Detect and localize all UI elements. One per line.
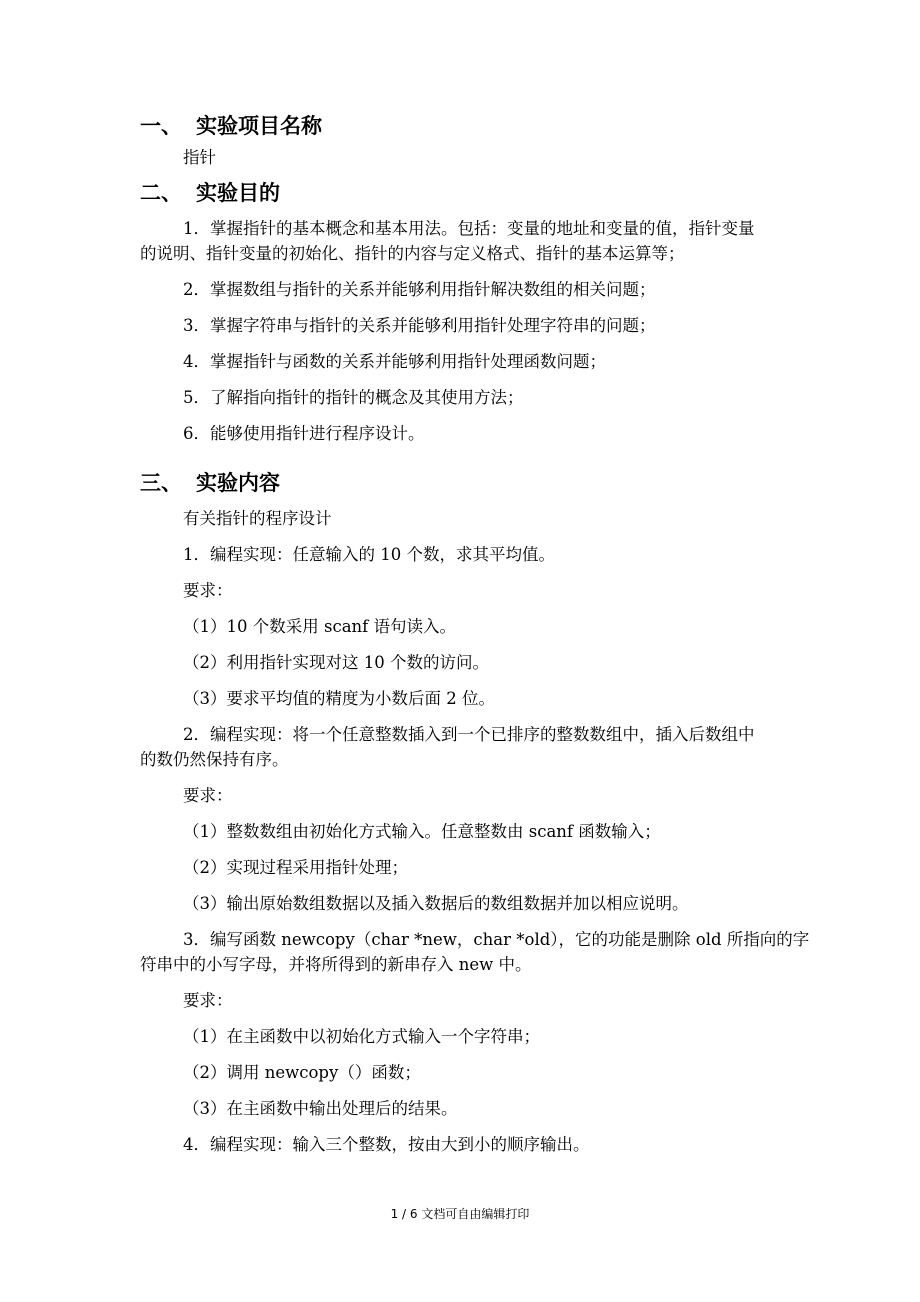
content-line: （3）在主函数中输出处理后的结果。 <box>183 1099 458 1118</box>
content-line: 要求： <box>183 786 233 805</box>
section-heading-1 <box>140 112 322 140</box>
section-title: 实验内容 <box>196 471 280 495</box>
objective-line: 4．掌握指针与函数的关系并能够利用指针处理函数问题； <box>183 352 606 371</box>
section-heading-2 <box>140 179 280 207</box>
section-1-body: 指针 <box>183 148 216 167</box>
objective-line: 2．掌握数组与指针的关系并能够利用指针解决数组的相关问题； <box>183 280 656 299</box>
objective-line: 6．能够使用指针进行程序设计。 <box>183 424 425 443</box>
section-title: 实验目的 <box>196 181 280 205</box>
content-line: （2）实现过程采用指针处理； <box>183 858 408 877</box>
content-line: 符串中的小写字母，并将所得到的新串存入 new 中。 <box>140 955 532 974</box>
content-line: （1）整数数组由初始化方式输入。任意整数由 scanf 函数输入； <box>183 822 661 841</box>
content-line: （2）利用指针实现对这 10 个数的访问。 <box>183 653 489 672</box>
content-line: （1）在主函数中以初始化方式输入一个字符串； <box>183 1027 540 1046</box>
content-line: （3）要求平均值的精度为小数后面 2 位。 <box>183 689 495 708</box>
content-line: 4．编程实现：输入三个整数，按由大到小的顺序输出。 <box>183 1135 590 1154</box>
section-number: 一、 <box>140 114 182 138</box>
page-footer: 1 / 6 文档可自由编辑打印 <box>390 1207 530 1221</box>
content-line: （2）调用 newcopy（）函数； <box>183 1063 421 1082</box>
objective-line: 5．了解指向指针的指针的概念及其使用方法； <box>183 388 524 407</box>
content-line: 有关指针的程序设计 <box>183 509 332 528</box>
section-number: 二、 <box>140 181 182 205</box>
content-line: （1）10 个数采用 scanf 语句读入。 <box>183 617 457 636</box>
content-line: 的数仍然保持有序。 <box>140 750 289 769</box>
content-line: 3．编写函数 newcopy（char *new，char *old），它的功能是删除 old 所指向的字 <box>183 930 810 949</box>
content-line: 要求： <box>183 991 233 1010</box>
section-title: 实验项目名称 <box>196 114 322 138</box>
content-line: （3）输出原始数组数据以及插入数据后的数组数据并加以相应说明。 <box>183 894 689 913</box>
content-line: 要求： <box>183 581 233 600</box>
content-line: 2．编程实现：将一个任意整数插入到一个已排序的整数数组中，插入后数组中 <box>183 725 755 744</box>
content-line: 1．编程实现：任意输入的 10 个数，求其平均值。 <box>183 545 555 564</box>
section-number: 三、 <box>140 471 182 495</box>
objective-line: 3．掌握字符串与指针的关系并能够利用指针处理字符串的问题； <box>183 316 656 335</box>
objective-line: 的说明、指针变量的初始化、指针的内容与定义格式、指针的基本运算等； <box>140 244 685 263</box>
section-heading-3 <box>140 469 280 497</box>
objective-line: 1．掌握指针的基本概念和基本用法。包括：变量的地址和变量的值，指针变量 <box>183 219 755 238</box>
